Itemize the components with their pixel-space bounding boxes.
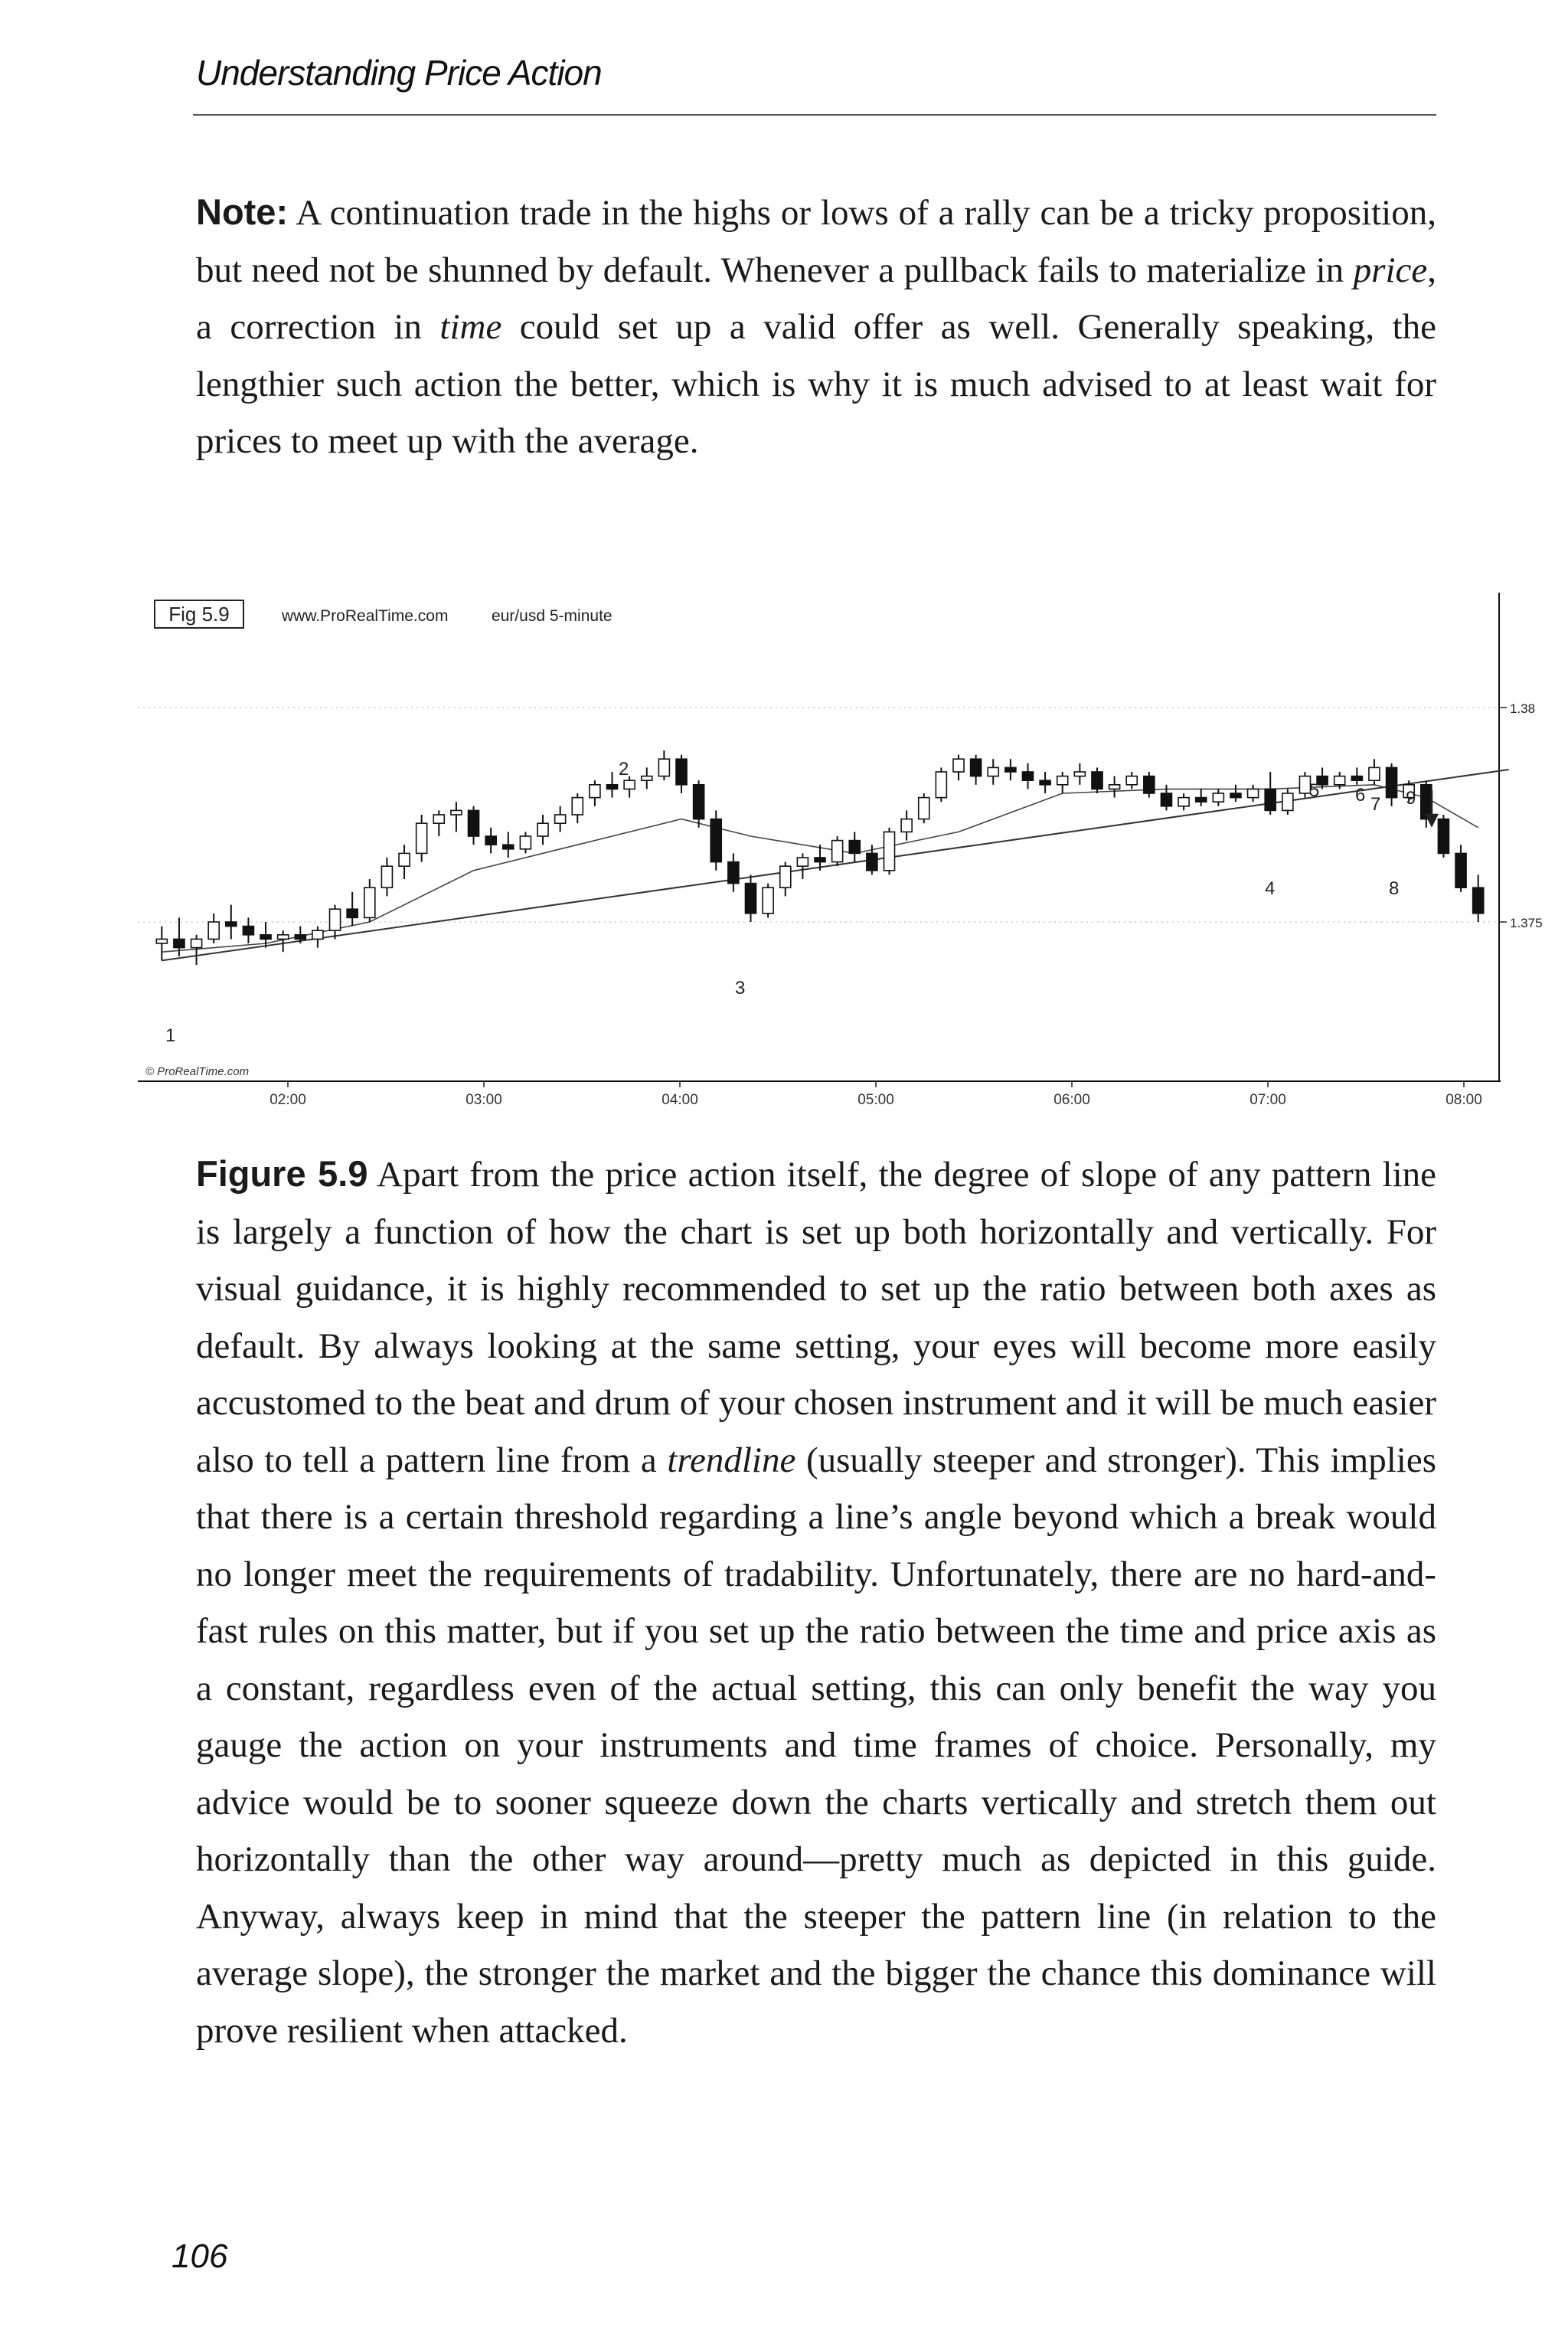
candle-body <box>1057 776 1068 785</box>
candle-body <box>780 866 791 887</box>
candle-body <box>1022 772 1033 780</box>
y-tick-label: 1.38 <box>1510 701 1536 716</box>
note-text: A continuation trade in the highs or lows of a rally can be a tricky proposition, but need not be shunned by default. Whenever a pullback fails to materialize in <box>196 193 1436 290</box>
note-text-3: could set up a valid offer as well. Generally speaking, the lengthier such action the better, which is why it is much advised to at least wait for prices to meet up with the average. <box>196 307 1436 461</box>
candle-body <box>485 836 496 845</box>
candle-body <box>763 887 773 914</box>
chart-source: www.ProRealTime.com <box>282 607 449 625</box>
candle-body <box>1265 789 1276 810</box>
candle-body <box>815 858 825 862</box>
x-tick-label: 06:00 <box>1054 1092 1090 1108</box>
candle-body <box>278 935 289 940</box>
candle-body <box>1161 793 1171 806</box>
running-head-title: Understanding Price Action <box>196 53 602 93</box>
candle-body <box>295 935 305 940</box>
swing-label: 7 <box>1370 794 1381 815</box>
swing-label: 2 <box>619 759 629 780</box>
candle-body <box>832 841 843 862</box>
swing-label: 6 <box>1355 785 1366 806</box>
caption-label: Figure 5.9 <box>196 1153 368 1194</box>
candle-body <box>971 759 982 776</box>
note-emphasis-time: time <box>439 307 502 347</box>
candle-body <box>1144 776 1155 793</box>
candle-body <box>1109 785 1120 789</box>
candle-body <box>1351 776 1362 781</box>
candle-body <box>988 767 998 776</box>
candle-body <box>1369 767 1380 780</box>
candle-body <box>1126 776 1137 785</box>
x-tick-label: 04:00 <box>662 1092 698 1108</box>
candle-body <box>1438 819 1449 854</box>
candle-body <box>416 823 427 853</box>
candlestick-chart <box>138 582 1543 1133</box>
candle-body <box>572 798 583 815</box>
candle-body <box>208 922 219 939</box>
chart-instrument: eur/usd 5-minute <box>492 607 612 625</box>
x-axis <box>270 1081 1482 1108</box>
candle-body <box>555 815 566 823</box>
candle-body <box>710 819 721 862</box>
candle-body <box>936 772 946 798</box>
x-tick-label: 08:00 <box>1446 1092 1482 1108</box>
candle-body <box>312 930 323 939</box>
swing-label: 5 <box>1309 780 1320 801</box>
candle-body <box>658 759 669 776</box>
swing-label: 9 <box>1406 788 1416 809</box>
candle-body <box>1473 887 1484 914</box>
candle-body <box>226 922 237 927</box>
note-emphasis-price: price <box>1353 250 1428 290</box>
candle-body <box>1092 772 1102 789</box>
candle-body <box>590 785 600 798</box>
candle-body <box>884 832 894 870</box>
caption-emphasis-trendline: trendline <box>667 1440 796 1480</box>
candle-body <box>503 845 514 849</box>
candle-body <box>433 815 444 823</box>
candle-body <box>1334 776 1345 785</box>
candle-body <box>694 785 704 819</box>
candle-body <box>364 887 375 917</box>
candle-body <box>953 759 964 772</box>
candle-body <box>156 939 167 943</box>
candle-body <box>469 810 479 836</box>
candle-body <box>347 909 358 917</box>
candle-body <box>1230 793 1241 798</box>
figure-caption <box>196 1146 1436 2059</box>
candle-body <box>399 853 410 866</box>
candle-body <box>381 866 392 887</box>
note-paragraph <box>196 184 1436 470</box>
candle-body <box>1074 772 1085 776</box>
candle-body <box>867 853 877 870</box>
candle-body <box>1387 767 1397 797</box>
candle-body <box>520 836 531 849</box>
swing-label: 3 <box>735 978 746 999</box>
header-rule <box>193 114 1436 116</box>
y-tick-label: 1.375 <box>1510 916 1543 930</box>
figure-5-9 <box>138 582 1543 1133</box>
swing-label: 4 <box>1265 878 1276 899</box>
fig-label: Fig 5.9 <box>168 603 230 626</box>
candle-body <box>174 939 185 947</box>
x-tick-label: 07:00 <box>1250 1092 1286 1108</box>
candle-body <box>849 841 860 854</box>
candle-body <box>1282 793 1293 810</box>
chart-watermark: © ProRealTime.com <box>145 1065 250 1078</box>
candle-body <box>243 927 253 935</box>
candle-body <box>1178 798 1189 806</box>
swing-label: 1 <box>165 1025 176 1046</box>
page-number: 106 <box>172 2237 228 2275</box>
candle-body <box>1005 767 1016 772</box>
candle-body <box>537 823 548 836</box>
candle-body <box>919 798 929 819</box>
candle-body <box>642 776 652 781</box>
candle-body <box>260 935 271 940</box>
candle-body <box>676 759 687 785</box>
y-axis <box>1499 701 1543 930</box>
candle-body <box>330 909 341 930</box>
candle-body <box>607 785 618 789</box>
note-text-2: , a correction in <box>196 250 1436 347</box>
x-tick-label: 02:00 <box>270 1092 306 1108</box>
note-label: Note: <box>196 191 289 232</box>
caption-text-2: (usually steeper and stronger). This implies that there is a certain threshold regarding a line’s angle beyond which a break would no longer meet the requirements of tradability. Unfortunately, there are no hard-and-fast rules on this matter, but if you set up the ratio between the time and price axis as a constant, regardless even of the actual setting, this can only benefit the way you gauge the action on your instruments and time frames of choice. Personally, my advice would be to sooner squeeze down the charts vertically and stretch them out horizontally than the other way around—pretty much as depicted in this guide. Anyway, always keep in mind that the steeper the pattern line (in relation to the average slope), the stronger the market and the bigger the chance this dominance will prove resilient when attacked. <box>196 1440 1436 2051</box>
candle-body <box>1196 798 1207 802</box>
candle-body <box>191 939 202 947</box>
candle-body <box>728 862 739 884</box>
x-tick-label: 05:00 <box>858 1092 894 1108</box>
candle-body <box>624 780 635 789</box>
pattern-line <box>162 770 1508 960</box>
caption-text: Apart from the price action itself, the degree of slope of any pattern line is largely a function of how the chart is set up both horizontally and vertically. For visual guidance, it is highly recommended to set up the ratio between both axes as default. By always looking at the same setting, your eyes will become more easily accustomed to the beat and drum of your chosen instrument and it will be much easier also to tell a pattern line from a <box>196 1155 1436 1480</box>
candle-body <box>1248 789 1259 797</box>
candle-body <box>1455 853 1466 887</box>
chart-lines <box>162 770 1508 960</box>
candle-body <box>797 858 808 866</box>
candle-body <box>901 819 912 832</box>
candle-body <box>451 810 462 815</box>
gridlines <box>138 708 1499 922</box>
swing-label: 8 <box>1389 878 1400 899</box>
candle-body <box>1213 793 1223 802</box>
x-tick-label: 03:00 <box>466 1092 502 1108</box>
candle-body <box>745 884 756 914</box>
candle-body <box>1040 780 1050 785</box>
